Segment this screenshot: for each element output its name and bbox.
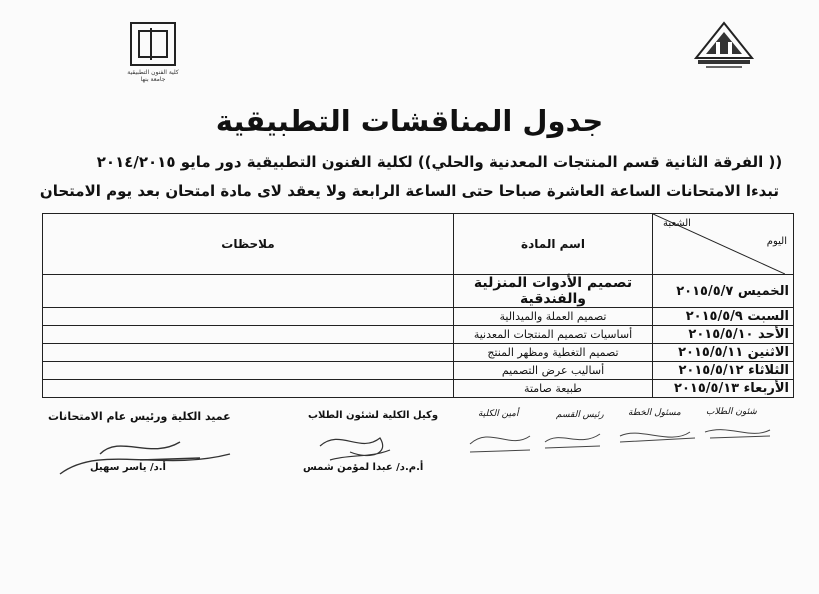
page-title: جدول المناقشات التطبيقية	[215, 104, 604, 138]
row-notes	[43, 362, 454, 380]
row-day: الأربعاء ٢٠١٥/٥/١٣	[653, 380, 794, 398]
vice-dean-name: أ.م.د/ عبدا لمؤمن شمس	[303, 462, 424, 473]
university-logo	[692, 20, 756, 72]
university-logo-icon	[692, 20, 756, 72]
table-row	[43, 275, 794, 308]
row-day: الثلاثاء ٢٠١٥/٥/١٢	[653, 362, 794, 380]
dean-title: عميد الكلية ورئيس عام الامتحانات	[48, 410, 231, 423]
table-row	[43, 380, 794, 398]
student-affairs-label: شئون الطلاب	[706, 407, 757, 417]
vice-dean-title: وكيل الكلية لشئون الطلاب	[308, 410, 439, 421]
table-row	[43, 362, 794, 380]
plan-officer-label: مسئول الخطة	[628, 408, 681, 418]
row-day: السبت ٢٠١٥/٥/٩	[653, 308, 794, 326]
row-notes	[43, 380, 454, 398]
row-subject: تصميم الأدوات المنزلية والفندقية	[454, 275, 653, 308]
header-subject: اسم المادة	[454, 214, 653, 275]
exam-notice: تبدءا الامتحانات الساعة العاشرة صباحا حتى الساعة الرابعة ولا يعقد لاى مادة امتحان بعد يوم الامتحان	[39, 182, 780, 200]
row-notes	[43, 326, 454, 344]
header-day: اليوم	[766, 236, 787, 247]
row-day: الخميس ٢٠١٥/٥/٧	[653, 275, 794, 308]
row-subject: أساليب عرض التصميم	[454, 362, 653, 380]
row-notes	[43, 275, 454, 308]
row-day: الاثنين ٢٠١٥/٥/١١	[653, 344, 794, 362]
department-head-label: رئيس القسم	[556, 410, 604, 420]
row-subject: أساسيات تصميم المنتجات المعدنية	[454, 326, 653, 344]
row-notes	[43, 344, 454, 362]
row-day: الأحد ٢٠١٥/٥/١٠	[653, 326, 794, 344]
handwritten-signatures	[40, 424, 819, 480]
table-row	[43, 344, 794, 362]
header-branch: الشعبة	[663, 218, 691, 229]
college-logo	[125, 22, 181, 83]
row-subject: طبيعة صامتة	[454, 380, 653, 398]
dean-name: أ.د/ ياسر سهيل	[90, 462, 166, 473]
table-row	[43, 308, 794, 326]
row-subject: تصميم التغطية ومظهر المنتج	[454, 344, 653, 362]
table-header-row	[43, 214, 794, 275]
table-row	[43, 326, 794, 344]
college-logo-mark	[130, 22, 176, 66]
header-notes: ملاحظات	[43, 214, 454, 275]
college-secretary-label: أمين الكلية	[478, 409, 519, 419]
page-subtitle: (( الفرقة الثانية قسم المنتجات المعدنية والحلي)) لكلية الفنون التطبيقية دور مايو ٢٠١٤/٢٠١٥	[96, 153, 783, 171]
college-logo-caption: كلية الفنون التطبيقية جامعة بنها	[127, 69, 179, 83]
schedule-table	[42, 213, 794, 398]
row-subject: تصميم العملة والميدالية	[454, 308, 653, 326]
row-notes	[43, 308, 454, 326]
header-day-branch-cell	[653, 214, 794, 275]
